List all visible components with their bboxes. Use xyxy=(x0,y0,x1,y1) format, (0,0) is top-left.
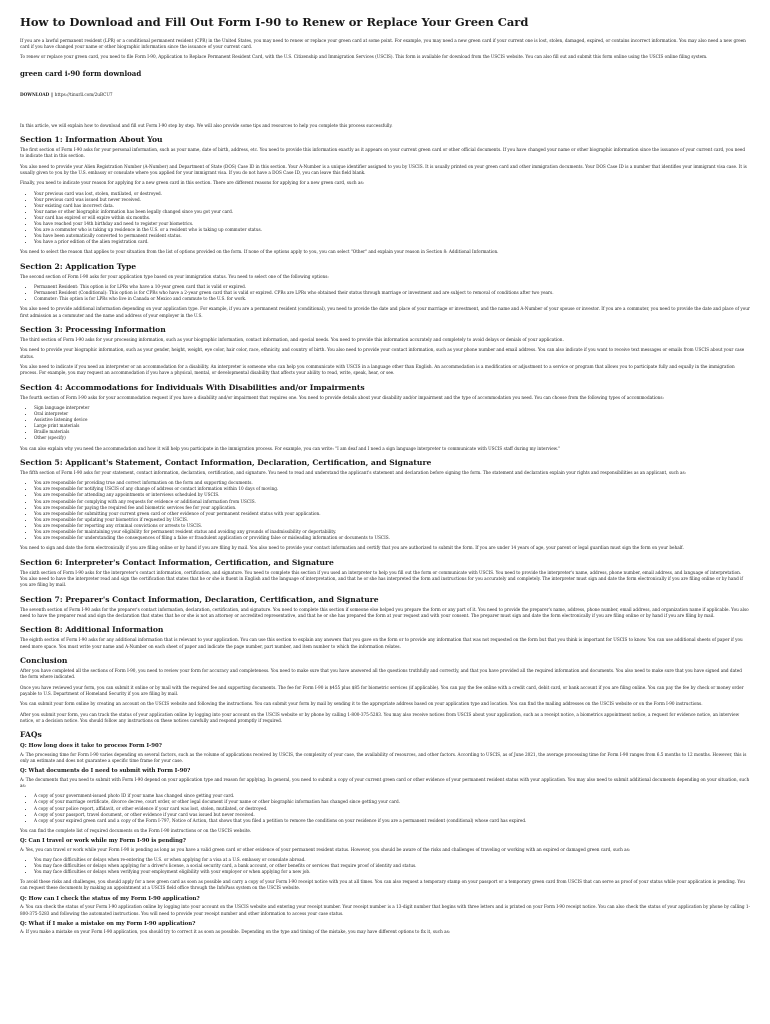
list-item: • You are responsible for providing true and correct information on the form and supporting documents. xyxy=(34,480,750,486)
download-label: DOWNLOAD xyxy=(20,91,50,97)
list-item: • You are responsible for understanding the consequences of filing a false or fraudulent application or providing false or misleading information or documents to USCIS. xyxy=(34,535,750,541)
intro-paragraph: To renew or replace your green card, you need to file Form I-90, Application to Replace Permanent Resident Card, with the U.S. Citizenship and Immigration Services (USCIS). This form is available for download from the USCIS website. You can also fill out and submit this form online using the USCIS online filing system. xyxy=(20,54,708,60)
paragraph: Finally, you need to indicate your reason for applying for a new green card in this section. There are different reasons for applying for a new green card, such as: xyxy=(20,180,365,186)
list-item: • Assistive listening device xyxy=(34,417,750,423)
paragraph: The first section of Form I-90 asks for your personal information, such as your name, date of birth, address, etc. You need to provide this information exactly as it appears on your current green card or other official documents. If you have changed your name or other biographic information since the issuance of your current card, you need to indicate that in this section. xyxy=(20,147,746,159)
bullet-list xyxy=(20,405,750,442)
paragraph: A: Yes, you can travel or work while your Form I-90 is pending as long as you have a valid green card or other evidence of your permanent resident status. However, you should be aware of the risks and challenges of traveling or working with an expired or damaged green card, such as: xyxy=(20,846,631,852)
list-item: • Sign language interpreter xyxy=(34,405,750,411)
list-item: • Your card has expired or will expire within six months. xyxy=(34,215,750,221)
download-line xyxy=(20,92,750,97)
faq-question: Q: Can I travel or work while my Form I-90 is pending? xyxy=(20,838,186,845)
list-item: • You are responsible for reporting any criminal convictions or arrests to USCIS. xyxy=(34,523,750,529)
intro-paragraph: If you are a lawful permanent resident (LPR) or a conditional permanent resident (CPR) in the United States, you may need to renew or replace your green card at some point. For example, you may need a new green card if your current one is lost, stolen, damaged, expired, or contains incorrect information. You may also need a new green card if you have changed your name or other biographic information since the issuance of your current card. xyxy=(20,37,746,50)
list-item: • A copy of your expired green card and a copy of the Form I-797, Notice of Action, that shows that you filed a petition to remove the conditions on your residence if you are a permanent resident (conditional) whose card has expired. xyxy=(34,818,750,824)
paragraph: After you have completed all the sections of Form I-90, you need to review your form for accuracy and completeness. You need to make sure that you have answered all the questions truthfully and correctly, and that you have provided all the required information and documents. You also need to make sure that you have signed and dated the form where indicated. xyxy=(20,668,742,680)
faq-question: Q: What if I make a mistake on my Form I-90 application? xyxy=(20,920,196,927)
list-item: • You have reached your 14th birthday and need to register your biometrics. xyxy=(34,221,750,227)
paragraph: A: The processing time for Form I-90 varies depending on several factors, such as the volume of applications received by USCIS, the complexity of your case, the availability of resources, and other factors. According to USCIS, as of June 2021, the average processing time for Form I-90 ranges from 6.5 months to 12 months. However, this is only an estimate and does not guarantee a specific time frame for your case. xyxy=(20,751,747,763)
subtitle: green card i-90 form download xyxy=(20,68,142,78)
lead-paragraph: In this article, we will explain how to download and fill out Form I-90 step by step. We will also provide some tips and resources to help you complete this process successfully. xyxy=(20,122,393,128)
paragraph: You also need to provide additional information depending on your application type. For example, if you are a permanent resident (conditional), you need to provide the date and place of your marriage or investment, and the name and A-Number of your spouse or investor. If you are a commuter, you need to provide the date and place of your first admission as a commuter and the name and address of your employer in the U.S. xyxy=(20,306,750,318)
section-heading: Conclusion xyxy=(20,655,68,665)
paragraph: The eighth section of Form I-90 asks for any additional information that is relevant to your application. You can use this section to explain any answers that you gave on the form or to provide any information that was not requested on the form but that you think is important for USCIS to know. You can use additional sheets of paper if you need more space. You must write your name and A-Number on each sheet of paper and indicate the page number, part number, and item number to which the information relates. xyxy=(20,637,743,649)
list-item: • A copy of your police report, affidavit, or other evidence if your card was lost, stolen, mutilated, or destroyed. xyxy=(34,806,750,812)
section-heading: Section 2: Application Type xyxy=(20,261,137,271)
list-item: • Your name or other biographic information has been legally changed since you got your card. xyxy=(34,209,750,215)
paragraph: The third section of Form I-90 asks for your processing information, such as your biographic information, contact information, and special needs. You need to provide this information accurately and completely to avoid delays or denials of your application. xyxy=(20,337,564,343)
section-heading: Section 8: Additional Information xyxy=(20,625,164,635)
paragraph: You need to select the reason that applies to your situation from the list of options provided on the form. If none of the options apply to you, you can select "Other" and explain your reason in Section 8: Additional Information. xyxy=(20,249,499,255)
list-item: • You have a prior edition of the alien registration card. xyxy=(34,239,750,245)
list-item: • Permanent Resident: This option is for LPRs who have a 10-year green card that is valid or expired. xyxy=(34,284,750,290)
list-item: • You are responsible for maintaining your eligibility for permanent resident status and avoiding any grounds of inadmissibility or deportability. xyxy=(34,529,750,535)
paragraph: You can submit your form online by creating an account on the USCIS website and following the instructions. You can submit your form by mail by sending it to the appropriate address based on your application type and location. You can find the mailing addresses on the USCIS website or on the Form I-90 instructions. xyxy=(20,701,703,707)
list-item: • Your previous card was issued but never received. xyxy=(34,197,750,203)
list-item: • You are responsible for attending any appointments or interviews scheduled by USCIS. xyxy=(34,492,750,498)
list-item: • A copy of your marriage certificate, divorce decree, court order, or other legal document if your name or other biographic information has changed since getting your card. xyxy=(34,799,750,805)
paragraph: After you submit your form, you can track the status of your application online by logging into your account on the USCIS website or by phone by calling 1-800-375-5283. You may also receive notices from USCIS about your application, such as a receipt notice, a biometrics appointment notice, a request for evidence notice, an interview notice, or a decision notice. You should follow any instructions on these notices carefully and respond promptly if required. xyxy=(20,711,740,723)
list-item: • You may face difficulties or delays when applying for a driver's license, a social security card, a bank account, or other benefits or services that require proof of identity and status. xyxy=(34,863,750,869)
list-item: • Commuter: This option is for LPRs who live in Canada or Mexico and commute to the U.S. for work. xyxy=(34,296,750,302)
paragraph: You need to provide your biographic information, such as your gender, height, weight, eye color, hair color, race, ethnicity, and country of birth. You also need to provide your contact information, such as your phone number and email address. You can also indicate if you want to receive text messages or emails from USCIS about your case status. xyxy=(20,347,745,359)
section-heading: Section 4: Accommodations for Individuals With Disabilities and/or Impairments xyxy=(20,382,365,392)
list-item: • You may face difficulties or delays when re-entering the U.S. or when applying for a visa at a U.S. embassy or consulate abroad. xyxy=(34,857,750,863)
bullet-list xyxy=(20,857,750,875)
section-heading: Section 1: Information About You xyxy=(20,134,163,144)
download-separator: || xyxy=(50,91,55,97)
list-item: • You are responsible for updating your biometrics if requested by USCIS. xyxy=(34,517,750,523)
bullet-list xyxy=(20,793,750,823)
faq-list xyxy=(20,743,750,935)
list-item: • You are responsible for complying with any requests for evidence or additional information from USCIS. xyxy=(34,499,750,505)
list-item: • Permanent Resident (Conditional): This option is for CPRs who have a 2-year green card that is valid or expired. CPRs are LPRs who obtained their status through marriage or investment and are subject to removal of conditions after two years. xyxy=(34,290,750,296)
paragraph: Once you have reviewed your form, you can submit it online or by mail with the required fee and supporting documents. The fee for Form I-90 is $455 plus $85 for biometric services (if applicable). You can pay the fee online with a credit card, debit card, or bank account if you are filing online. You can pay the fee by check or money order payable to U.S. Department of Homeland Security if you are filing by mail. xyxy=(20,684,744,696)
paragraph: The fifth section of Form I-90 asks for your statement, contact information, declaration, certification, and signature. You need to read and understand the applicant's statement and declaration before signing the form. The statement and declaration explain your rights and responsibilities as an applicant, such as: xyxy=(20,469,687,475)
list-item: • Oral interpreter xyxy=(34,411,750,417)
bullet-list xyxy=(20,191,750,246)
page-title: How to Download and Fill Out Form I-90 to Renew or Replace Your Green Card xyxy=(20,15,529,29)
paragraph: You need to sign and date the form electronically if you are filing online or by hand if you are filing by mail. You also need to provide your contact information and certify that you are authorized to submit the form. If you are under 14 years of age, your parent or legal guardian must sign the form on your behalf. xyxy=(20,545,684,551)
list-item: • You have been automatically converted to permanent resident status. xyxy=(34,233,750,239)
paragraph: A: You can check the status of your Form I-90 application online by logging into your account on the USCIS website and entering your receipt number. Your receipt number is a 13-digit number that begins with three letters and is printed on your Form I-90 receipt notice. You can also check the status of your application by phone by calling 1-800-375-5283 and following the automated instructions. You will need to provide your receipt number and other information to access your case status. xyxy=(20,904,750,916)
faq-heading: FAQs xyxy=(20,730,42,740)
faq-question: Q: What documents do I need to submit with Form I-90? xyxy=(20,768,191,775)
list-item: • Your previous card was lost, stolen, mutilated, or destroyed. xyxy=(34,191,750,197)
list-item: • Large print materials xyxy=(34,423,750,429)
bullet-list xyxy=(20,480,750,541)
download-link[interactable]: https://tinurll.com/2uBCU7 xyxy=(54,91,113,97)
sections xyxy=(20,135,750,724)
paragraph: The second section of Form I-90 asks for your application type based on your immigration status. You need to select one of the following options: xyxy=(20,273,329,279)
list-item: • You are responsible for paying the required fee and biometric services fee for your application. xyxy=(34,505,750,511)
section-heading: Section 5: Applicant's Statement, Contact Information, Declaration, Certification, and Signature xyxy=(20,457,432,467)
section-heading: Section 7: Preparer's Contact Information, Declaration, Certification, and Signature xyxy=(20,594,379,604)
bullet-list xyxy=(20,284,750,302)
list-item: • You are responsible for notifying USCIS of any change of address or contact information within 10 days of moving. xyxy=(34,486,750,492)
paragraph: The seventh section of Form I-90 asks for the preparer's contact information, declaration, certification, and signature. You need to complete this section if someone else helped you prepare the form or any part of it. You need to provide the preparer's name, address, phone number, email address, and organization name if applicable. You also need to have the preparer read and sign the declaration that states that he or she is not an attorney or accredited representative, and that he or she has prepared the form at your request and with your consent. The preparer must sign and date the form electronically if you are filing online or by hand if you are filing by mail. xyxy=(20,606,749,618)
paragraph: You can also explain why you need the accommodation and how it will help you participate in the immigration process. For example, you can write: "I am deaf and I need a sign language interpreter to communicate with USCIS staff during my interview." xyxy=(20,445,561,451)
paragraph: You also need to indicate if you need an interpreter or an accommodation for a disability. An interpreter is someone who can help you communicate with USCIS in a language other than English. An accommodation is a modification or adjustment to a service or program that allows you to participate fully and equally in the immigration process. For example, you may request an accommodation if you have a physical, mental, or developmental disability that affects your ability to read, write, speak, hear, or see. xyxy=(20,364,735,376)
list-item: • You may face difficulties or delays when verifying your employment eligibility with your employer or when applying for a new job. xyxy=(34,869,750,875)
paragraph: The fourth section of Form I-90 asks for your accommodation request if you have a disability and/or impairment that requires one. You need to provide details about your disability and/or impairment and the type of accommodation you need. You can choose from the following types of accommodations: xyxy=(20,394,664,400)
list-item: • A copy of your passport, travel document, or other evidence if your card was issued but never received. xyxy=(34,812,750,818)
paragraph: You can find the complete list of required documents on the Form I-90 instructions or on the USCIS website. xyxy=(20,827,252,833)
list-item: • You are a commuter who is taking up residence in the U.S. or a resident who is taking up commuter status. xyxy=(34,227,750,233)
paragraph: You also need to provide your Alien Registration Number (A-Number) and Department of State (DOS) Case ID in this section. Your A-Number is a unique identifier assigned to you by USCIS. It is usually printed on your green card and other immigration documents. Your DOS Case ID is a number that identifies your immigrant visa case. It is usually given to you by the U.S. embassy or consulate where you applied for your immigrant visa. If you do not have a DOS Case ID, you can leave this field blank. xyxy=(20,163,747,175)
list-item: • Other (specify) xyxy=(34,435,750,441)
list-item: • Braille materials xyxy=(34,429,750,435)
paragraph: A: If you make a mistake on your Form I-90 application, you should try to correct it as soon as possible. Depending on the type and timing of the mistake, you may have different options to fix it, such as: xyxy=(20,929,451,935)
faq-question: Q: How long does it take to process Form I-90? xyxy=(20,743,162,750)
paragraph: The sixth section of Form I-90 asks for the interpreter's contact information, certification, and signature. You need to complete this section if you used an interpreter to help you fill out the form or communicate with USCIS. You need to provide the interpreter's name, address, phone number, email address, and language of interpretation. You also need to have the interpreter read and sign the certification that states that he or she is fluent in English and the language of interpretation, and that he or she has interpreted the form and instructions for you accurately and completely. The interpreter must sign and date the form electronically if you are filing online or by hand if you are filing by mail. xyxy=(20,569,743,588)
faq-question: Q: How can I check the status of my Form I-90 application? xyxy=(20,895,200,902)
list-item: • A copy of your government-issued photo ID if your name has changed since getting your card. xyxy=(34,793,750,799)
list-item: • Your existing card has incorrect data. xyxy=(34,203,750,209)
paragraph: A: The documents that you need to submit with Form I-90 depend on your application type and reason for applying. In general, you need to submit a copy of your current green card or other evidence of your permanent resident status with your application. You may also need to submit additional documents depending on your situation, such as: xyxy=(20,776,750,789)
list-item: • You are responsible for submitting your current green card or other evidence of your permanent resident status with your application. xyxy=(34,511,750,517)
section-heading: Section 3: Processing Information xyxy=(20,325,166,334)
section-heading: Section 6: Interpreter's Contact Information, Certification, and Signature xyxy=(20,557,334,567)
paragraph: To avoid these risks and challenges, you should apply for a new green card as soon as possible and carry a copy of your Form I-90 receipt notice with you at all times. You can also request a temporary stamp on your passport or a temporary green card from USCIS that can serve as proof of your status while your application is pending. You can request these documents by making an appointment at a USCIS field office through the InfoPass system on the USCIS website. xyxy=(20,879,745,891)
